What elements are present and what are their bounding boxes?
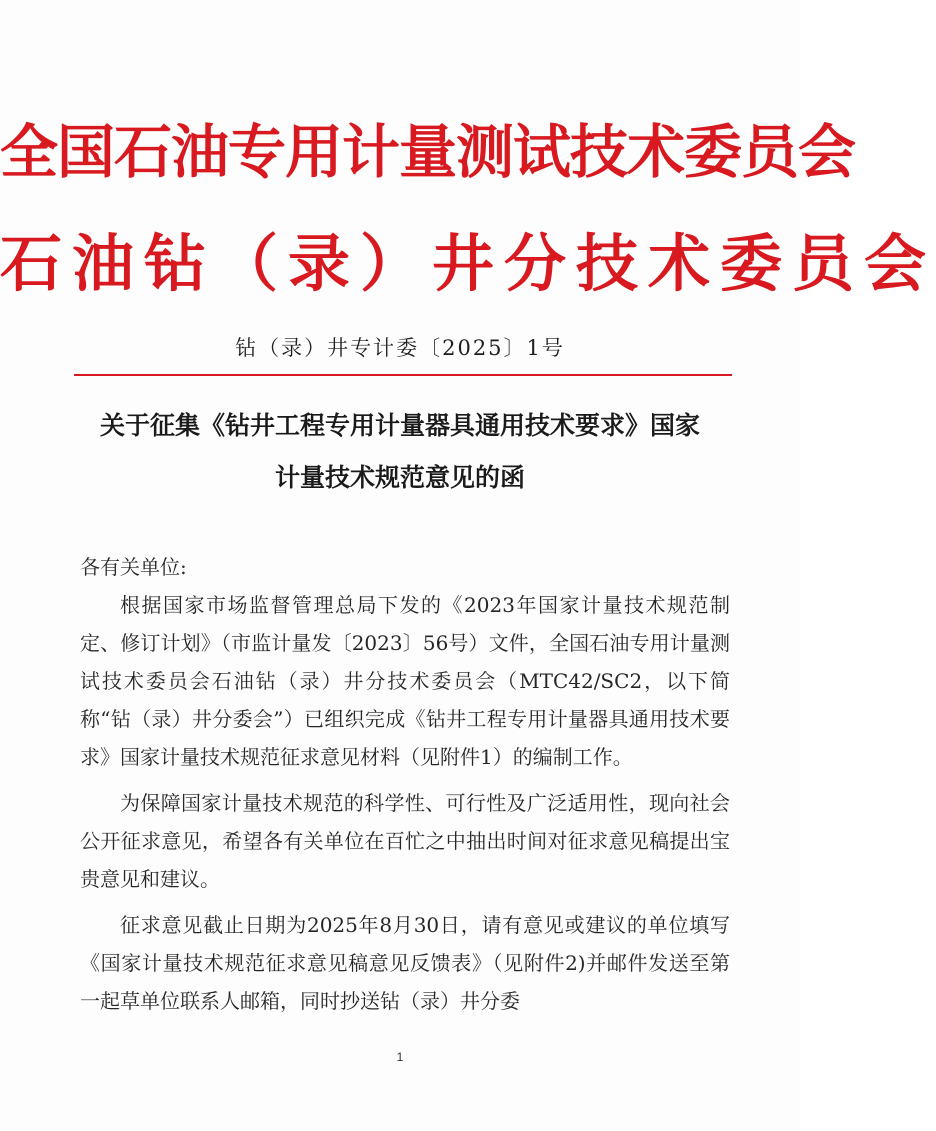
body-paragraph-2: 为保障国家计量技术规范的科学性、可行性及广泛适用性，现向社会公开征求意见，希望各有关单位在百忙之中抽出时间对征求意见稿提出宝贵意见和建议。	[80, 791, 730, 891]
red-divider-rule	[74, 374, 732, 376]
page-number: 1	[396, 1050, 404, 1064]
document-title-line-1: 关于征集《钻井工程专用计量器具通用技术要求》国家	[99, 411, 700, 440]
document-number: 钻（录）井专计委〔2025〕1号	[235, 336, 565, 360]
issuer-header-line-2: 石油钻（录）井分技术委员会	[0, 227, 936, 300]
issuer-header-line-1: 全国石油专用计量测试技术委员会	[0, 118, 856, 186]
body-paragraph-3: 征求意见截止日期为2025年8月30日，请有意见或建议的单位填写《国家计量技术规范征求意见稿意见反馈表》（见附件2)并邮件发送至第一起草单位联系人邮箱，同时抄送钻（录）井分委	[80, 913, 730, 1013]
document-body	[80, 548, 730, 1020]
document-title-line-2: 计量技术规范意见的函	[274, 463, 525, 492]
document-title	[60, 400, 740, 504]
salutation: 各有关单位:	[80, 555, 187, 579]
body-paragraph-1: 根据国家市场监督管理总局下发的《2023年国家计量技术规范制定、修订计划》（市监计量发〔2023〕56号）文件，全国石油专用计量测试技术委员会石油钻（录）井分技术委员会（MTC42/SC2，以下简称“钻（录）井分委会”）已组织完成《钻井工程专用计量器具通用技术要求》国家计量技术规范征求意见材料（见附件1）的编制工作。	[80, 593, 730, 769]
